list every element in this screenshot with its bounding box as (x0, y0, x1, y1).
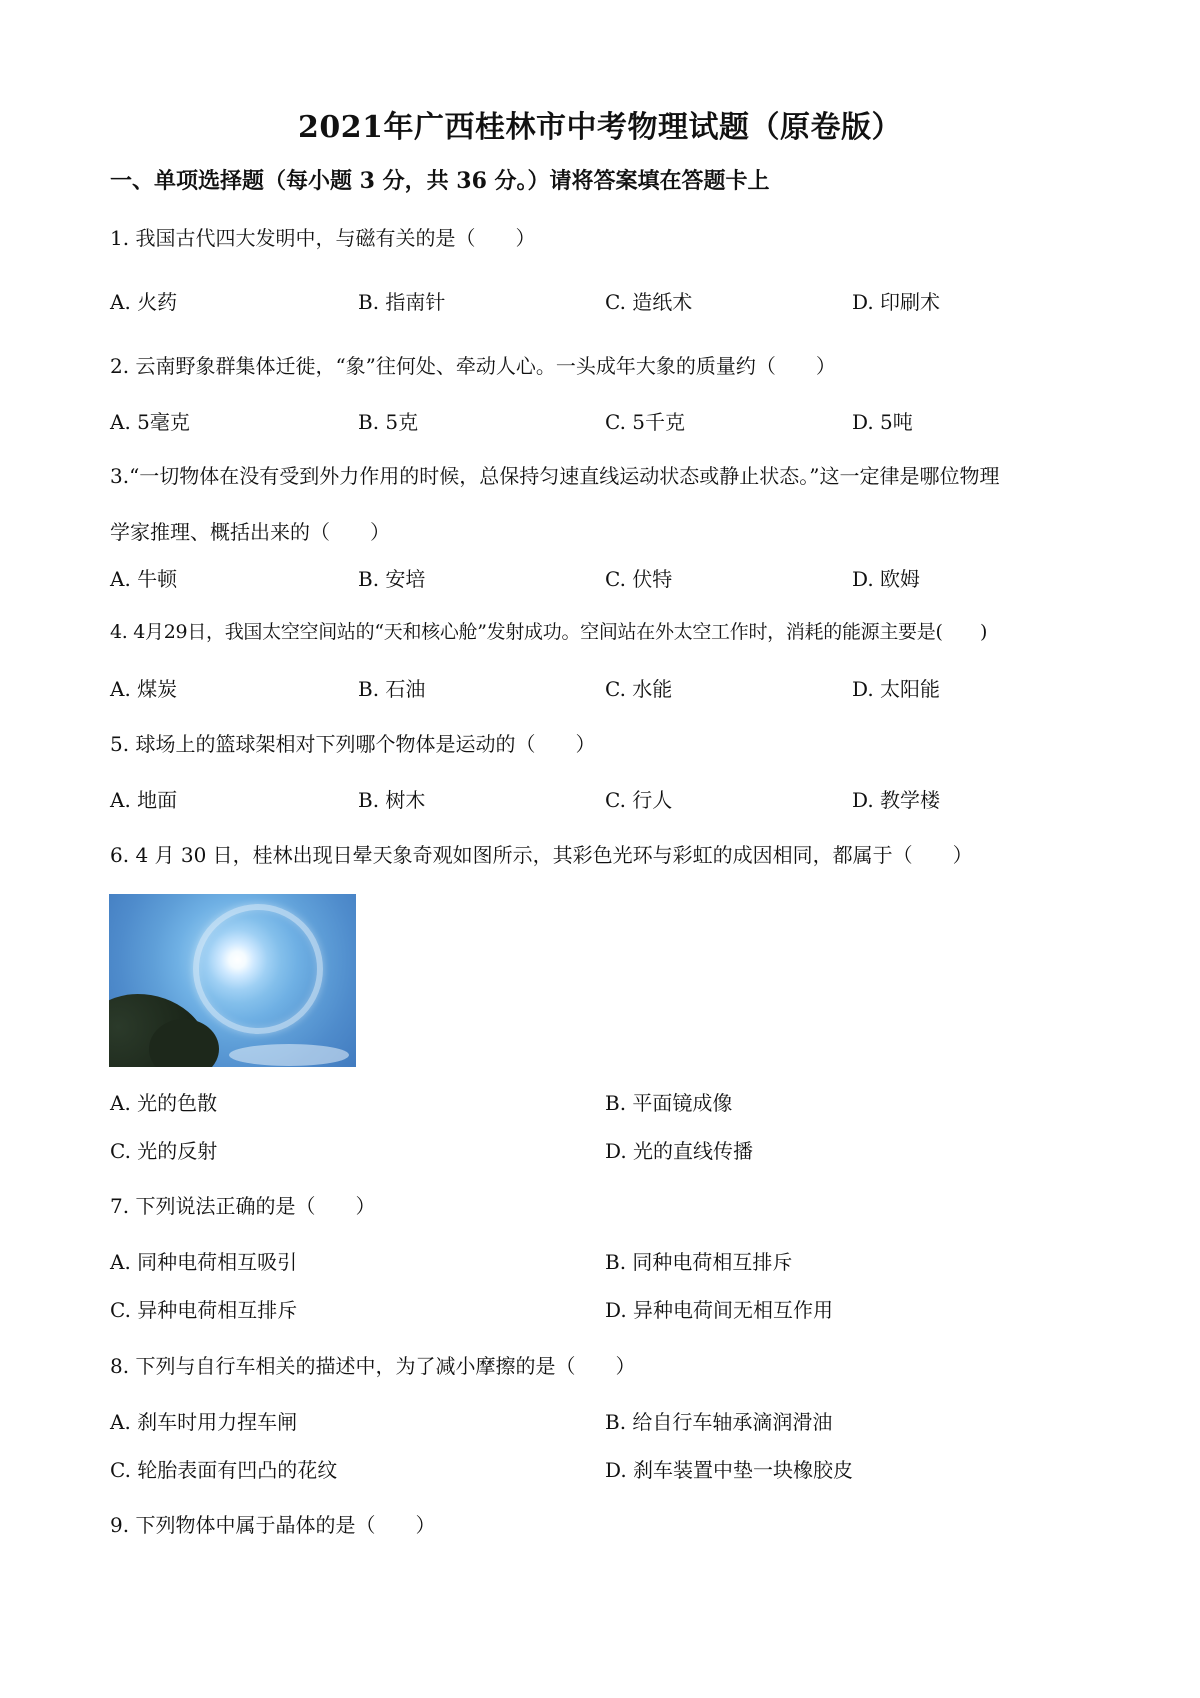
question-3-stem: 3.“一切物体在没有受到外力作用的时候，总保持匀速直线运动状态或静止状态。”这一定律是哪位物理 (110, 464, 1000, 488)
q7-option-b: B. 同种电荷相互排斥 (605, 1250, 793, 1274)
q2-option-c: C. 5千克 (605, 410, 686, 434)
question-4-stem: 4. 4月29日，我国太空空间站的“天和核心舱”发射成功。空间站在外太空工作时，消耗的能源主要是( ) (110, 621, 988, 643)
question-6-stem: 6. 4 月 30 日，桂林出现日晕天象奇观如图所示，其彩色光环与彩虹的成因相同，都属于（ ） (110, 843, 973, 867)
question-7-stem: 7. 下列说法正确的是（ ） (110, 1194, 376, 1218)
q7-option-c: C. 异种电荷相互排斥 (110, 1298, 298, 1322)
q6-option-d: D. 光的直线传播 (605, 1139, 754, 1163)
question-5-stem: 5. 球场上的篮球架相对下列哪个物体是运动的（ ） (110, 732, 596, 756)
q3-option-a: A. 牛顿 (110, 567, 178, 591)
q5-option-b: B. 树木 (358, 788, 426, 812)
q8-option-d: D. 刹车装置中垫一块橡胶皮 (605, 1458, 854, 1482)
q1-option-d: D. 印刷术 (852, 290, 941, 314)
q8-option-a: A. 刹车时用力捏车闸 (110, 1410, 298, 1434)
q4-option-d: D. 太阳能 (852, 677, 941, 701)
q3-option-b: B. 安培 (358, 567, 426, 591)
q2-option-b: B. 5克 (358, 410, 419, 434)
q5-option-a: A. 地面 (110, 788, 178, 812)
q4-option-b: B. 石油 (358, 677, 426, 701)
q5-option-d: D. 教学楼 (852, 788, 941, 812)
cloud (229, 1044, 349, 1066)
question-9-stem: 9. 下列物体中属于晶体的是（ ） (110, 1513, 436, 1537)
q3-option-c: C. 伏特 (605, 567, 673, 591)
q1-option-c: C. 造纸术 (605, 290, 693, 314)
sun-halo-photo (109, 894, 356, 1067)
question-3-stem-continued: 学家推理、概括出来的（ ） (110, 520, 390, 544)
q5-option-c: C. 行人 (605, 788, 673, 812)
q2-option-d: D. 5吨 (852, 410, 913, 434)
tree-silhouette (149, 1019, 219, 1067)
section-heading: 一、单项选择题（每小题 3 分，共 36 分。）请将答案填在答题卡上 (110, 168, 770, 194)
question-8-stem: 8. 下列与自行车相关的描述中，为了减小摩擦的是（ ） (110, 1354, 636, 1378)
q4-option-c: C. 水能 (605, 677, 673, 701)
q4-option-a: A. 煤炭 (110, 677, 178, 701)
q3-option-d: D. 欧姆 (852, 567, 921, 591)
halo-ring (193, 904, 323, 1034)
q1-option-b: B. 指南针 (358, 290, 446, 314)
question-2-stem: 2. 云南野象群集体迁徙，“象”往何处、牵动人心。一头成年大象的质量约（ ） (110, 354, 836, 378)
q6-option-a: A. 光的色散 (110, 1091, 218, 1115)
q1-option-a: A. 火药 (110, 290, 178, 314)
q6-option-c: C. 光的反射 (110, 1139, 218, 1163)
q2-option-a: A. 5毫克 (110, 410, 190, 434)
page-title: 2021年广西桂林市中考物理试题（原卷版） (298, 110, 902, 145)
q7-option-d: D. 异种电荷间无相互作用 (605, 1298, 834, 1322)
q8-option-b: B. 给自行车轴承滴润滑油 (605, 1410, 833, 1434)
question-1-stem: 1. 我国古代四大发明中，与磁有关的是（ ） (110, 226, 536, 250)
q8-option-c: C. 轮胎表面有凹凸的花纹 (110, 1458, 338, 1482)
q6-option-b: B. 平面镜成像 (605, 1091, 733, 1115)
q7-option-a: A. 同种电荷相互吸引 (110, 1250, 298, 1274)
